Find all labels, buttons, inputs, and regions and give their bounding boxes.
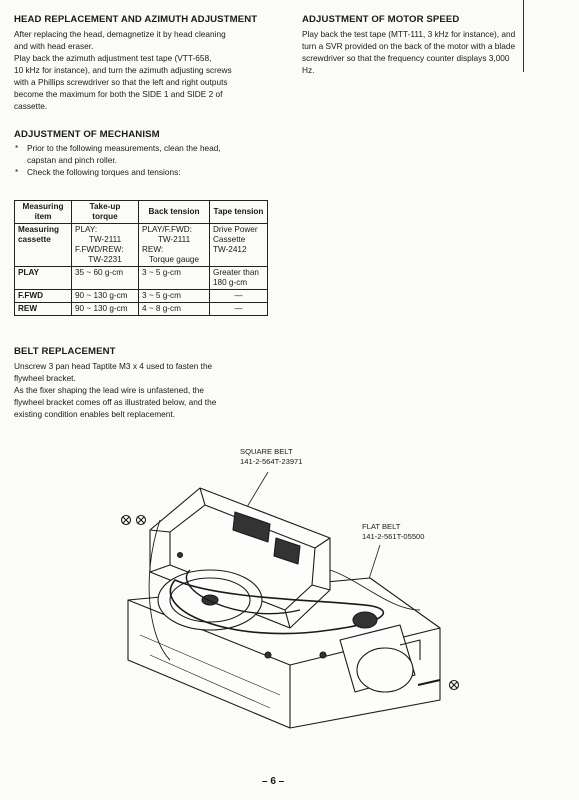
belt-text-line: existing condition enables belt replacement. (14, 409, 175, 419)
square-belt-label: SQUARE BELT (240, 447, 293, 456)
table-cell: 90 ~ 130 g-cm (72, 303, 139, 316)
table-cell: Drive Power Cassette TW-2412 (210, 224, 268, 267)
belt-text-line: As the fixer shaping the lead wire is unfastened, the (14, 385, 205, 395)
belt-text-line: flywheel bracket. (14, 373, 76, 383)
square-belt-part-number: 141-2-564T-23971 (240, 457, 303, 466)
table-row (15, 303, 268, 316)
head-text-line: 10 kHz for instance), and turn the azimuth adjusting screws (14, 65, 232, 75)
motor-speed-section (302, 14, 564, 76)
table-row (15, 267, 268, 290)
motor-text-line: turn a SVR provided on the back of the motor with a blade (302, 41, 516, 51)
mechanism-item (14, 166, 274, 178)
mechanism-title: ADJUSTMENT OF MECHANISM (14, 129, 160, 140)
motor-speed-title: ADJUSTMENT OF MOTOR SPEED (302, 14, 460, 25)
flat-belt-label: FLAT BELT (362, 522, 401, 531)
table-cell: — (210, 290, 268, 303)
screws-left (122, 516, 146, 525)
head-replacement-section (14, 14, 274, 112)
mechanism-illustration (0, 460, 579, 760)
mechanism-section (14, 129, 274, 178)
mechanism-item-line: Prior to the following measurements, clean the head, (27, 143, 221, 153)
motor-pulley (353, 612, 377, 628)
table-cell: PLAY (15, 267, 72, 290)
head-text-line: and with head eraser. (14, 41, 94, 51)
head-text-line: cassette. (14, 101, 48, 111)
table-cell: — (210, 303, 268, 316)
mechanism-item (14, 142, 274, 166)
table-header-row (15, 201, 268, 224)
bullet-mark: * (15, 167, 19, 177)
motor-text-line: Play back the test tape (MTT-111, 3 kHz for instance), and (302, 29, 516, 39)
table-cell: PLAY: TW-2111 F.FWD/REW: TW-2231 (72, 224, 139, 267)
table-cell: 3 ~ 5 g-cm (139, 290, 210, 303)
belt-replacement-section (14, 346, 276, 420)
motor-text-line: screwdriver so that the frequency counter displays 3,000 (302, 53, 510, 63)
bullet-mark: * (15, 143, 19, 153)
torque-table (14, 200, 268, 316)
table-cell: REW (15, 303, 72, 316)
table-cell: F.FWD (15, 290, 72, 303)
table-cell: Measuring cassette (15, 224, 72, 267)
head-replacement-title: HEAD REPLACEMENT AND AZIMUTH ADJUSTMENT (14, 14, 258, 25)
mechanism-item-line: capstan and pinch roller. (27, 155, 117, 165)
head-text-line: Play back the azimuth adjustment test tape (VTT-658, (14, 53, 212, 63)
table-cell: 90 ~ 130 g-cm (72, 290, 139, 303)
table-cell: Greater than 180 g-cm (210, 267, 268, 290)
page-number: – 6 – (262, 776, 285, 787)
table-header-cell: Take-up torque (72, 201, 139, 224)
motor-text-line: Hz. (302, 65, 315, 75)
mechanism-item-line: Check the following torques and tensions: (27, 167, 181, 177)
table-header-cell: Back tension (139, 201, 210, 224)
table-row (15, 290, 268, 303)
table-cell: 4 ~ 8 g-cm (139, 303, 210, 316)
table-cell: 3 ~ 5 g-cm (139, 267, 210, 290)
flat-belt-part-number: 141-2-561T-05500 (362, 532, 425, 541)
table-row (15, 224, 268, 267)
table-header-cell: Measuring item (15, 201, 72, 224)
belt-text-line: flywheel bracket comes off as illustrated below, and the (14, 397, 217, 407)
table-cell: 35 ~ 60 g-cm (72, 267, 139, 290)
belt-text-line: Unscrew 3 pan head Taptite M3 x 4 used to fasten the (14, 361, 213, 371)
head-text-line: with a Phillips screwdriver so that the left and right outputs (14, 77, 228, 87)
vertical-rule (523, 0, 524, 72)
table-header-cell: Tape tension (210, 201, 268, 224)
table-cell: PLAY/F.FWD: TW-2111 REW: Torque gauge (139, 224, 210, 267)
head-text-line: become the maximum for both the SIDE 1 and SIDE 2 of (14, 89, 223, 99)
belt-replacement-title: BELT REPLACEMENT (14, 346, 116, 357)
head-text-line: After replacing the head, demagnetize it by head cleaning (14, 29, 226, 39)
